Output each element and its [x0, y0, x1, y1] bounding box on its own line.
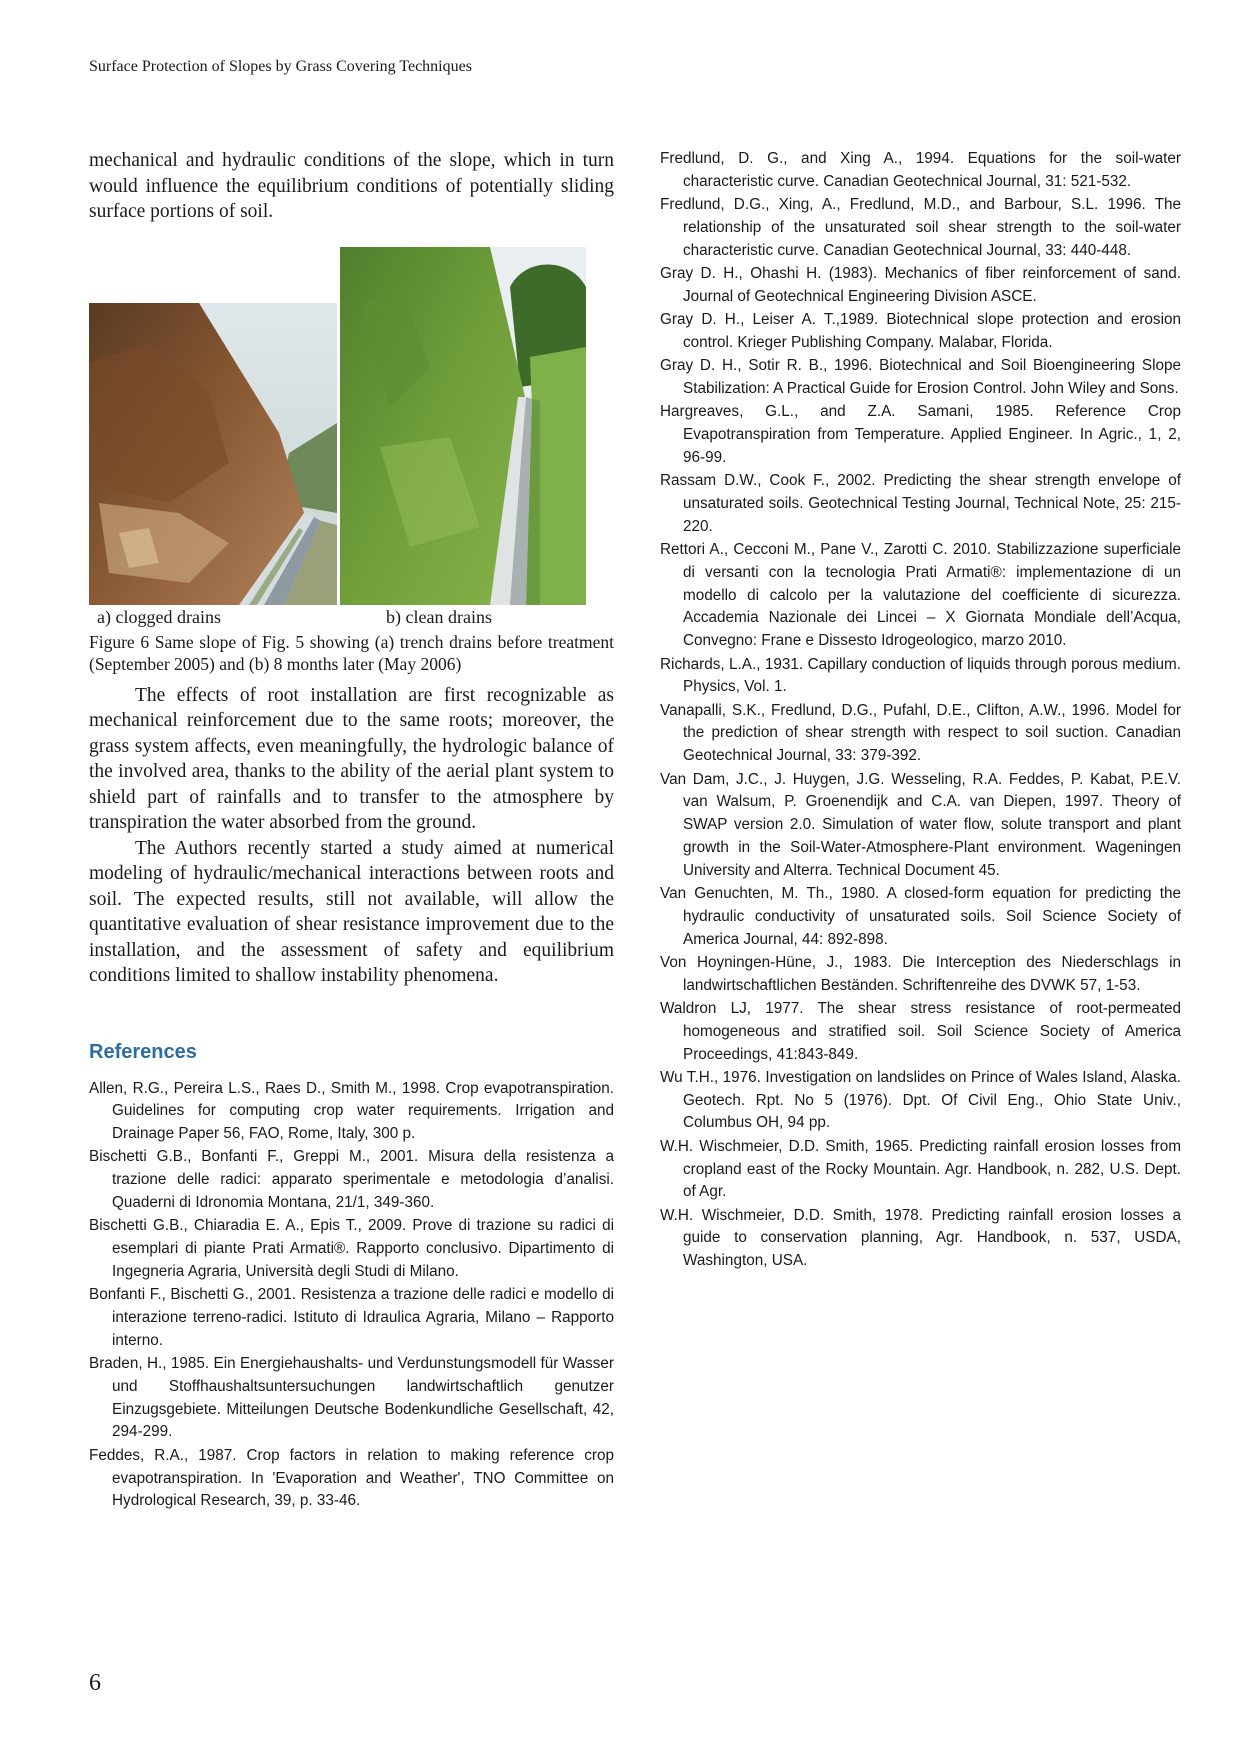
reference-item: Vanapalli, S.K., Fredlund, D.G., Pufahl, D.E., Clifton, A.W., 1996. Model for the prediction of shear strength with respect to soil suction. Canadian Geotechnical Journal, 33: 379-392.: [660, 701, 1181, 765]
figure-sub-captions: [89, 607, 614, 631]
page-number: 6: [89, 1670, 101, 1696]
reference-list-left: [89, 1078, 614, 1514]
reference-item: Hargreaves, G.L., and Z.A. Samani, 1985. Reference Crop Evapotranspiration from Temperature. Applied Engineer. In Agric., 1, 2, 96-99.: [660, 403, 1181, 466]
reference-item: Allen, R.G., Pereira L.S., Raes D., Smith M., 1998. Crop evapotranspiration. Guidelines for computing crop water requirements. Irrigation and Drainage Paper 56, FAO, Rome, Italy, 300 p.: [89, 1079, 614, 1143]
reference-item: Bischetti G.B., Chiaradia E. A., Epis T., 2009. Prove di trazione su radici di esemplari di piante Prati Armati®. Rapporto conclusivo. Dipartimento di Ingegneria Agraria, Università degli Studi di Milano.: [89, 1217, 614, 1280]
body-paragraph-2: The effects of root installation are first recognizable as mechanical reinforcement due to the same roots; moreover, the grass system affects, even meaningfully, the hydrologic balance of the involved area, thanks to the ability of the aerial plant system to shield part of rainfalls and to transfer to the atmosphere by transpiration the water absorbed from the ground.: [89, 684, 614, 833]
reference-item: Wu T.H., 1976. Investigation on landslides on Prince of Wales Island, Alaska. Geotech. Rpt. No 5 (1976). Dpt. Of Civil Eng., Ohio State Univ., Columbus OH, 94 pp.: [660, 1068, 1181, 1132]
running-header: Surface Protection of Slopes by Grass Covering Techniques: [89, 58, 472, 75]
reference-item: Rassam D.W., Cook F., 2002. Predicting the shear strength envelope of unsaturated soils. Geotechnical Testing Journal, Technical Note, 25: 215-220.: [660, 472, 1181, 535]
reference-item: Gray D. H., Leiser A. T.,1989. Biotechnical slope protection and erosion control. Krieger Publishing Company. Malabar, Florida.: [660, 311, 1181, 351]
reference-list-right: [660, 148, 1181, 1273]
reference-item: Richards, L.A., 1931. Capillary conduction of liquids through porous medium. Physics, Vol. 1.: [660, 655, 1181, 696]
reference-item: Van Dam, J.C., J. Huygen, J.G. Wesseling, R.A. Feddes, P. Kabat, P.E.V. van Walsum, P. Groenendijk and C.A. van Diepen, 1997. Theory of SWAP version 2.0. Simulation of water flow, solute transport and plant growth in the Soil-Water-Atmosphere-Plant environment. Wageningen University and Alterra. Technical Document 45.: [660, 770, 1181, 879]
reference-item: Rettori A., Cecconi M., Pane V., Zarotti C. 2010. Stabilizzazione superficiale di versanti con la tecnologia Prati Armati®: implementazione di un modello di calcolo per la valutazione del coefficiente di sicurezza. Accademia Nazionale dei Lincei – X Giornata Mondiale dell’Acqua, Convegno: Frane e Dissesto Idrogeologico, marzo 2010.: [660, 541, 1181, 650]
reference-item: Van Genuchten, M. Th., 1980. A closed-form equation for predicting the hydraulic conductivity of unsaturated soils. Soil Science Society of America Journal, 44: 892-898.: [660, 885, 1181, 948]
references-heading: References: [89, 1040, 197, 1063]
reference-item: W.H. Wischmeier, D.D. Smith, 1978. Predicting rainfall erosion losses a guide to conservation planning, Agr. Handbook, n. 537, USDA, Washington, USA.: [660, 1206, 1181, 1270]
figure-caption: Figure 6 Same slope of Fig. 5 showing (a) trench drains before treatment (September 2005) and (b) 8 months later (May 2006): [89, 631, 614, 674]
reference-item: Gray D. H., Sotir R. B., 1996. Biotechnical and Soil Bioengineering Slope Stabilization: A Practical Guide for Erosion Control. John Wiley and Sons.: [660, 357, 1181, 397]
body-paragraph-3: The Authors recently started a study aimed at numerical modeling of hydraulic/mechanical interactions between roots and soil. The expected results, still not available, will allow the quantitative evaluation of shear resistance improvement due to the installation, and the assessment of safety and equilibrium conditions limited to shallow instability phenomena.: [89, 837, 614, 986]
reference-item: Feddes, R.A., 1987. Crop factors in relation to making reference crop evapotranspiration. In 'Evaporation and Weather', TNO Committee on Hydrological Research, 39, p. 33-46.: [89, 1446, 614, 1510]
right-column: [660, 148, 1181, 1274]
photo-clogged-drains: [89, 303, 337, 605]
intro-paragraph: mechanical and hydraulic conditions of the slope, which in turn would influence the equilibrium conditions of potentially sliding surface portions of soil.: [89, 150, 614, 222]
reference-item: Fredlund, D.G., Xing, A., Fredlund, M.D., and Barbour, S.L. 1996. The relationship of the unsaturated soil shear strength to the soil-water characteristic curve. Canadian Geotechnical Journal, 33: 440-448.: [660, 196, 1181, 259]
reference-item: W.H. Wischmeier, D.D. Smith, 1965. Predicting rainfall erosion losses from cropland east of the Rocky Mountain. Agr. Handbook, n. 282, U.S. Dept. of Agr.: [660, 1137, 1181, 1201]
reference-item: Von Hoyningen-Hüne, J., 1983. Die Interception des Niederschlags in landwirtschaftlichen Beständen. Schriftenreihe des DVWK 57, 1-53.: [660, 953, 1181, 994]
figure-6: [89, 247, 614, 605]
photo-clean-drains: [340, 247, 586, 605]
reference-item: Fredlund, D. G., and Xing A., 1994. Equations for the soil-water characteristic curve. Canadian Geotechnical Journal, 31: 521-532.: [660, 150, 1181, 190]
left-column: [89, 148, 614, 1514]
reference-item: Bonfanti F., Bischetti G., 2001. Resistenza a trazione delle radici e modello di interazione terreno-radici. Istituto di Idraulica Agraria, Milano – Rapporto interno.: [89, 1286, 614, 1349]
sub-caption-b: b) clean drains: [386, 606, 492, 627]
reference-item: Waldron LJ, 1977. The shear stress resistance of root-permeated homogeneous and stratified soil. Soil Science Society of America Proceedings, 41:843-849.: [660, 999, 1181, 1063]
sub-caption-a: a) clogged drains: [97, 606, 221, 627]
reference-item: Braden, H., 1985. Ein Energiehaushalts- und Verdunstungsmodell für Wasser und Stoffhaushaltsuntersuchungen landwirtschaftlich genutzer Einzugsgebiete. Mitteilungen Deutsche Bodenkundliche Gesellschaft, 42, 294-299.: [89, 1355, 614, 1441]
reference-item: Gray D. H., Ohashi H. (1983). Mechanics of fiber reinforcement of sand. Journal of Geotechnical Engineering Division ASCE.: [660, 264, 1181, 305]
reference-item: Bischetti G.B., Bonfanti F., Greppi M., 2001. Misura della resistenza a trazione delle radici: apparato sperimentale e metodologia d’analisi. Quaderni di Idronomia Montana, 21/1, 349-360.: [89, 1148, 614, 1211]
